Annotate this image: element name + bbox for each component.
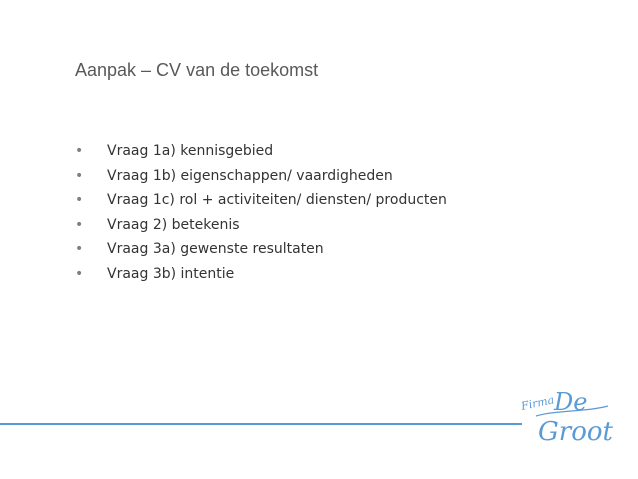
bullet-dot-icon: •: [75, 241, 84, 257]
bottom-divider-line: [0, 423, 522, 425]
bullet-dot-icon: •: [75, 216, 84, 233]
bullet-text: Vraag 2) betekenis: [107, 216, 240, 233]
bullet-dot-icon: •: [75, 265, 84, 282]
bullet-item: [75, 192, 447, 217]
bullet-item: [75, 241, 447, 266]
bullet-dot-icon: •: [75, 143, 84, 159]
bullet-text: Vraag 3a) gewenste resultaten: [107, 241, 324, 257]
bullet-dot-icon: •: [75, 167, 84, 184]
logo-de-text: De: [554, 388, 588, 416]
bullet-list: [75, 143, 447, 290]
logo-groot-text: Groot: [538, 417, 613, 447]
bullet-text: Vraag 1c) rol + activiteiten/ diensten/ producten: [107, 192, 447, 208]
firma-de-groot-logo: [516, 380, 616, 450]
bullet-text: Vraag 1a) kennisgebied: [107, 143, 274, 159]
bullet-item: [75, 168, 447, 193]
bullet-text: Vraag 1b) eigenschappen/ vaardigheden: [107, 167, 393, 184]
logo-firma-text: Firma: [519, 393, 556, 413]
bullet-text: Vraag 3b) intentie: [107, 265, 235, 282]
bullet-item: [75, 217, 447, 242]
bullet-item: [75, 143, 447, 168]
bullet-dot-icon: •: [75, 192, 84, 208]
bullet-item: [75, 266, 447, 291]
slide-title: Aanpak – CV van de toekomst: [75, 60, 319, 80]
